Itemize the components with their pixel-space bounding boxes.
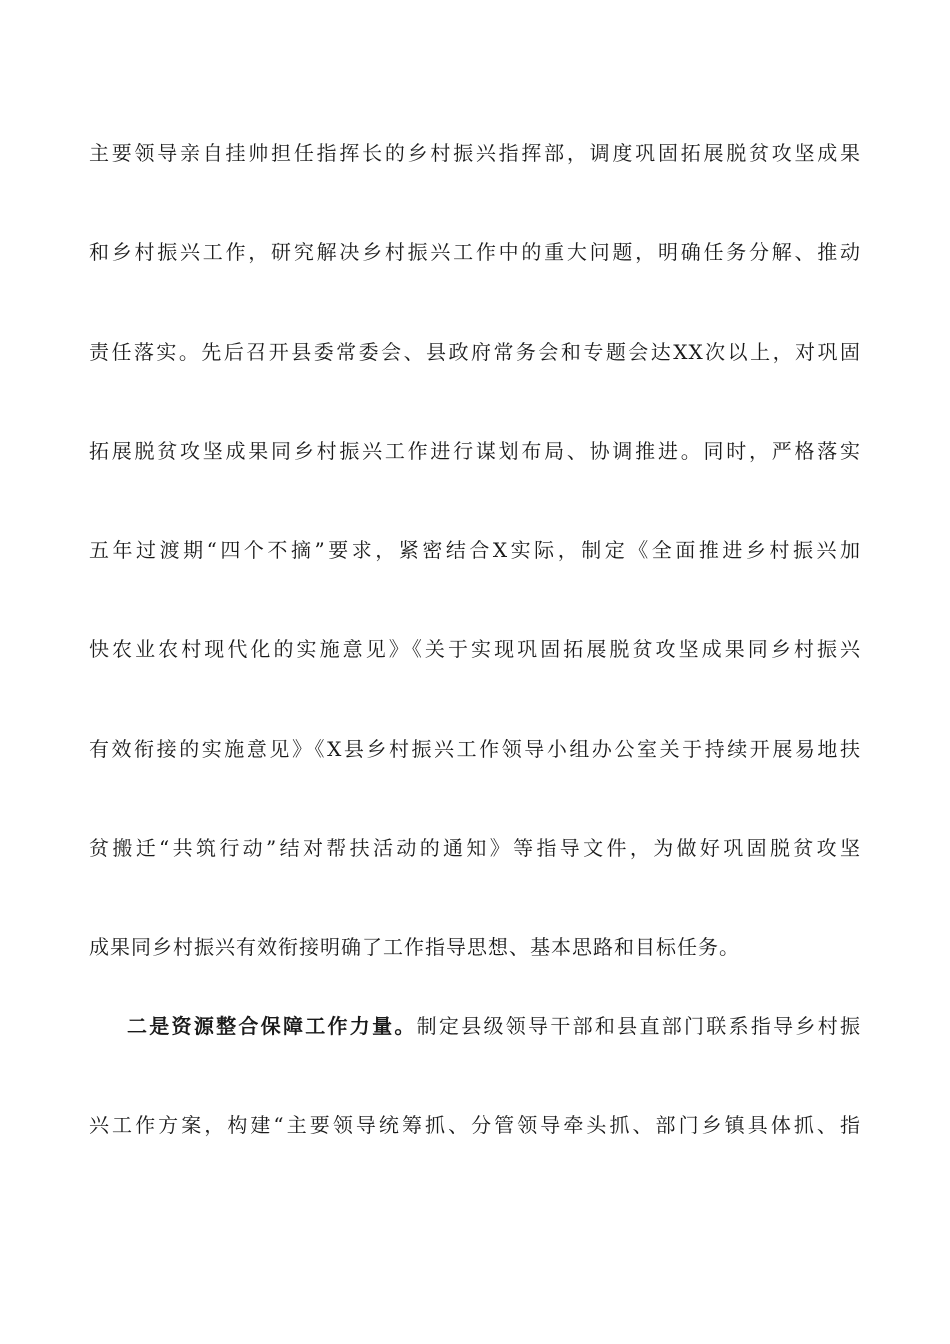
body-text-line: 有效衔接的实施意见》《X县乡村振兴工作领导小组办公室关于持续开展易地扶 [89,737,861,761]
body-text-line: 成果同乡村振兴有效衔接明确了工作指导思想、基本思路和目标任务。 [89,935,740,959]
body-text-line: 兴工作方案，构建“主要领导统筹抓、分管领导牵头抓、部门乡镇具体抓、指 [89,1113,861,1137]
paragraph-heading: 二是资源整合保障工作力量。 [127,1014,417,1038]
body-text-inline: 制定县级领导干部和县直部门联系指导乡村振 [416,1014,861,1038]
body-text-line: 贫搬迁“共筑行动”结对帮扶活动的通知》等指导文件，为做好巩固脱贫攻坚 [89,836,861,860]
body-text-line: 和乡村振兴工作，研究解决乡村振兴工作中的重大问题，明确任务分解、推动 [89,240,861,264]
body-text-line: 主要领导亲自挂帅担任指挥长的乡村振兴指挥部，调度巩固拓展脱贫攻坚成果 [89,141,861,165]
body-text-line: 拓展脱贫攻坚成果同乡村振兴工作进行谋划布局、协调推进。同时，严格落实 [89,439,861,463]
body-text-line: 快农业农村现代化的实施意见》《关于实现巩固拓展脱贫攻坚成果同乡村振兴 [89,637,861,661]
body-text-line: 责任落实。先后召开县委常委会、县政府常务会和专题会达XX次以上，对巩固 [89,340,861,364]
body-text-line: 五年过渡期“四个不摘”要求，紧密结合X实际，制定《全面推进乡村振兴加 [89,538,861,562]
paragraph-heading-line [127,1012,861,1040]
